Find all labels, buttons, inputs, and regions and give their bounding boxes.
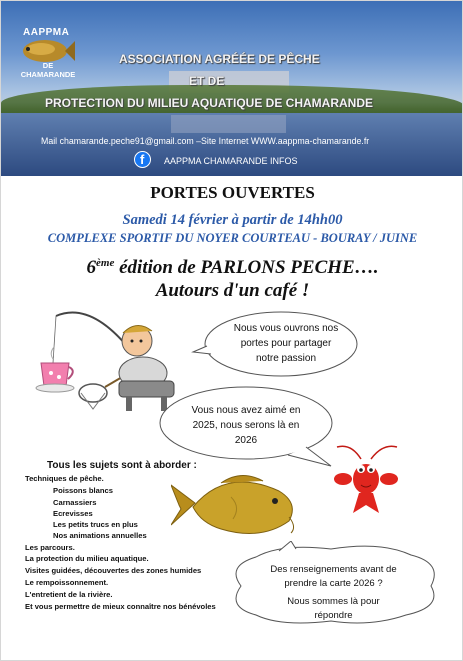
topic-subitem: Poissons blancs — [53, 486, 113, 495]
event-date: Samedi 14 février à partir de 14hh00 — [122, 212, 343, 228]
logo-text-bottom: DE CHAMARANDE — [20, 61, 76, 79]
event-title: PORTES OUVERTES — [150, 183, 315, 202]
edition-number: 6 — [86, 257, 97, 278]
bubble-2-line: 2025, nous serons là en — [192, 420, 300, 431]
association-title-line3: PROTECTION DU MILIEU AQUATIQUE DE CHAMARANDE — [45, 96, 373, 110]
carp-fish-icon — [171, 467, 306, 549]
event-venue: COMPLEXE SPORTIF DU NOYER COURTEAU - BOURAY / JUINE — [47, 231, 418, 245]
topic-item: Visites guidées, découvertes des zones humides — [25, 566, 202, 575]
facebook-icon[interactable]: f — [134, 151, 151, 168]
edition-text: édition de PARLONS PECHE…. — [114, 257, 379, 278]
header-banner — [1, 1, 463, 176]
topic-item: Techniques de pêche. — [25, 474, 104, 483]
topic-item: L'entretient de la rivière. — [25, 590, 113, 599]
crayfish-icon — [331, 439, 401, 529]
association-title-line2: ET DE — [189, 74, 225, 88]
topic-subitem: Carnassiers — [53, 498, 97, 507]
edition-superscript: ème — [96, 257, 115, 269]
bubble-1-line: notre passion — [255, 353, 317, 364]
event-subtitle: Autours d'un café ! — [155, 280, 310, 301]
speech-bubble-1-text — [211, 321, 361, 366]
bubble-2-line: 2026 — [234, 435, 258, 446]
coffee-cup-icon — [36, 347, 74, 392]
topic-subitem: Ecrevisses — [53, 509, 93, 518]
topics-heading: Tous les sujets sont à aborder : — [47, 460, 197, 471]
bubble-3-line: Des renseignements avant de — [270, 564, 397, 575]
bubble-1-line: Nous vous ouvrons nos — [233, 323, 339, 334]
bubble-3-line: répondre — [314, 610, 353, 621]
facebook-page-label[interactable]: AAPPMA CHAMARANDE INFOS — [164, 156, 298, 166]
bubble-2-line: Vous nous avez aimé en — [191, 405, 301, 416]
topic-item: Et vous permettre de mieux connaître nos bénévoles — [25, 602, 216, 611]
edition-line — [1, 257, 463, 279]
bubble-1-line: portes pour partager — [240, 338, 332, 349]
speech-bubble-2-text — [171, 403, 321, 448]
logo-text-top: AAPPMA — [23, 27, 70, 38]
reflection-shape — [171, 115, 286, 133]
topic-item: La protection du milieu aquatique. — [25, 554, 149, 563]
topic-item: Les parcours. — [25, 543, 75, 552]
topic-subitem: Nos animations annuelles — [53, 531, 147, 540]
bubble-3-line: prendre la carte 2026 ? — [284, 578, 383, 589]
speech-bubble-3-text — [241, 563, 426, 621]
topic-subitem: Les petits trucs en plus — [53, 520, 138, 529]
association-title-line1: ASSOCIATION AGRÉÉE DE PÊCHE — [119, 52, 320, 66]
contact-info[interactable]: Mail chamarande.peche91@gmail.com –Site Internet WWW.aappma-chamarande.fr — [41, 136, 370, 146]
bubble-3-line: Nous sommes là pour — [287, 596, 380, 607]
topic-item: Le rempoissonnement. — [25, 578, 109, 587]
